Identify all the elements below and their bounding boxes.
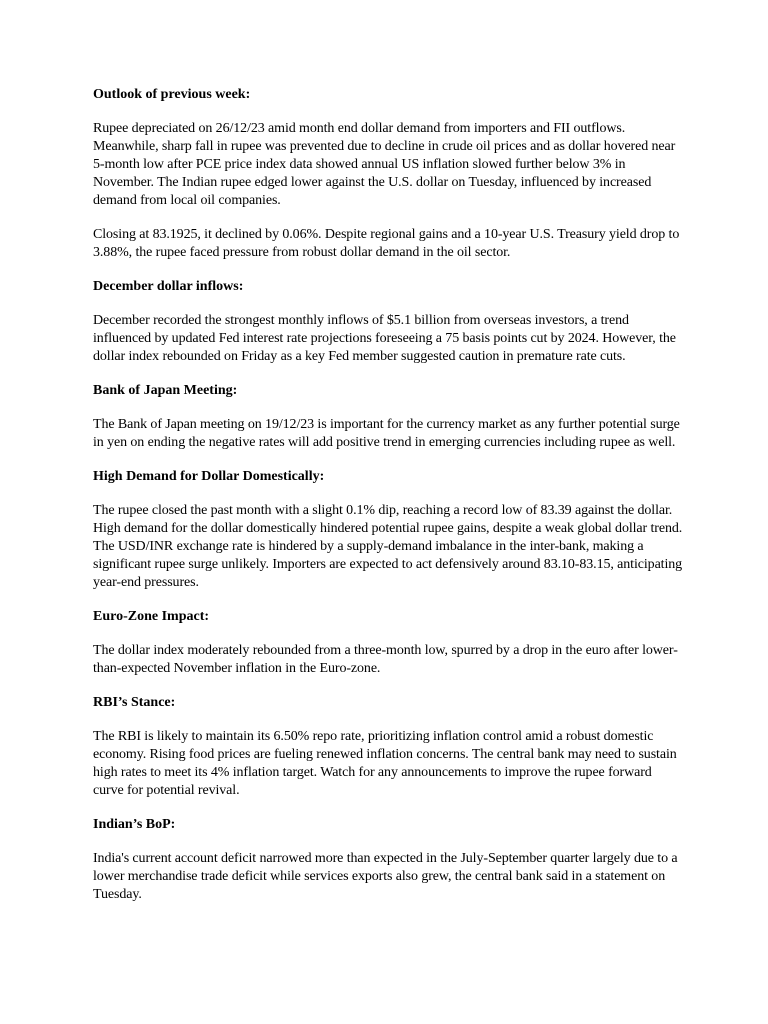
section-rbi-stance	[93, 694, 683, 800]
section-heading: Euro-Zone Impact:	[93, 609, 210, 624]
section-heading: Indian’s BoP:	[93, 817, 176, 832]
section-paragraph: December recorded the strongest monthly inflows of $5.1 billion from overseas investors, a trend influenced by updated Fed interest rate projections foreseeing a 75 basis points cut by 2024. However, the dollar index rebounded on Friday as a key Fed member suggested caution in premature rate cuts.	[93, 313, 676, 364]
section-paragraph: Rupee depreciated on 26/12/23 amid month end dollar demand from importers and FII outflows. Meanwhile, sharp fall in rupee was prevented due to decline in crude oil prices and as dollar hovered near 5-month low after PCE price index data showed annual US inflation slowed further below 3% in November. The Indian rupee edged lower against the U.S. dollar on Tuesday, influenced by increased demand from local oil companies.	[93, 121, 676, 208]
section-heading: Bank of Japan Meeting:	[93, 383, 238, 398]
section-paragraph: India's current account deficit narrowed more than expected in the July-September quarter largely due to a lower merchandise trade deficit while services exports also grew, the central bank said in a statement on Tuesday.	[93, 851, 678, 902]
section-paragraph: Closing at 83.1925, it declined by 0.06%. Despite regional gains and a 10-year U.S. Treasury yield drop to 3.88%, the rupee faced pressure from robust dollar demand in the oil sector.	[93, 227, 680, 260]
section-outlook-previous-week	[93, 86, 683, 262]
section-heading: RBI’s Stance:	[93, 695, 176, 710]
document-body	[93, 86, 683, 920]
section-heading: High Demand for Dollar Domestically:	[93, 469, 325, 484]
section-high-demand-dollar	[93, 468, 683, 592]
section-euro-zone-impact	[93, 608, 683, 678]
section-paragraph: The dollar index moderately rebounded from a three-month low, spurred by a drop in the euro after lower-than-expected November inflation in the Euro-zone.	[93, 643, 678, 676]
section-paragraph: The Bank of Japan meeting on 19/12/23 is important for the currency market as any further potential surge in yen on ending the negative rates will add positive trend in emerging currencies including rupee as well.	[93, 417, 680, 450]
section-december-dollar-inflows	[93, 278, 683, 366]
section-indian-bop	[93, 816, 683, 904]
section-bank-of-japan-meeting	[93, 382, 683, 452]
section-heading: December dollar inflows:	[93, 279, 244, 294]
section-paragraph: The rupee closed the past month with a slight 0.1% dip, reaching a record low of 83.39 against the dollar. High demand for the dollar domestically hindered potential rupee gains, despite a weak global dollar trend. The USD/INR exchange rate is hindered by a supply-demand imbalance in the inter-bank, making a significant rupee surge unlikely. Importers are expected to act defensively around 83.10-83.15, anticipating year-end pressures.	[93, 503, 683, 590]
section-heading: Outlook of previous week:	[93, 87, 251, 102]
section-paragraph: The RBI is likely to maintain its 6.50% repo rate, prioritizing inflation control amid a robust domestic economy. Rising food prices are fueling renewed inflation concerns. The central bank may need to sustain high rates to meet its 4% inflation target. Watch for any announcements to improve the rupee forward curve for potential revival.	[93, 729, 677, 798]
